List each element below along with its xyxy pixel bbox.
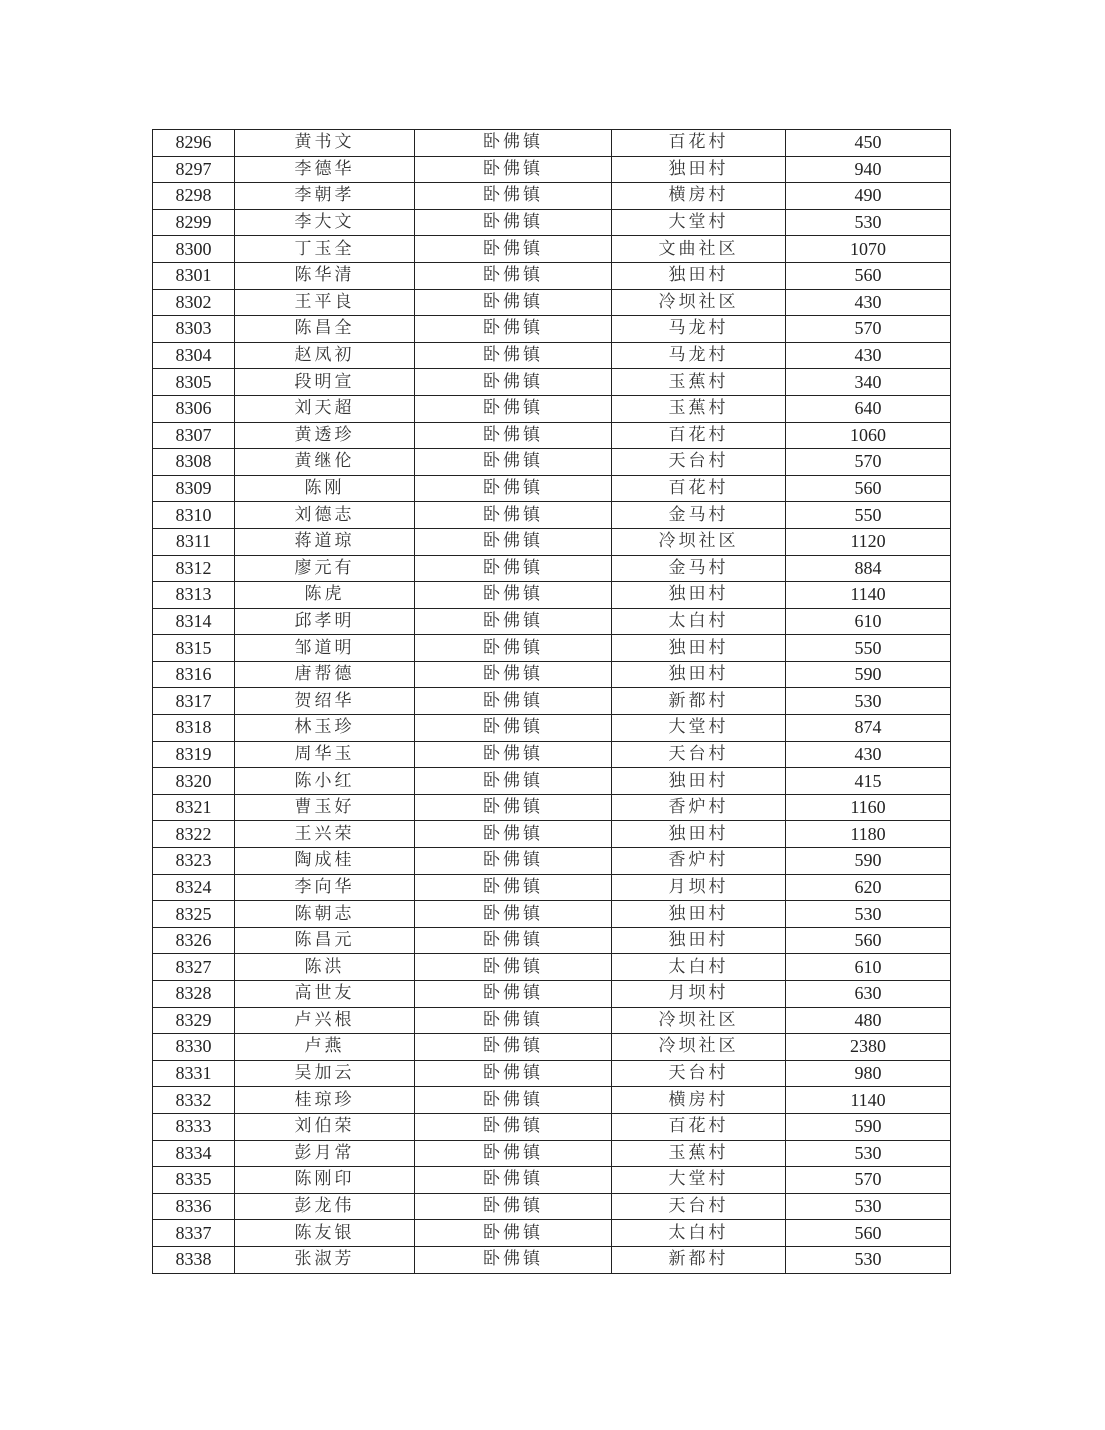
- cell-name: 廖元有: [235, 555, 415, 582]
- table-row: [153, 608, 951, 635]
- cell-amount: 610: [786, 608, 951, 635]
- cell-amount: 490: [786, 183, 951, 210]
- cell-amount: 1120: [786, 528, 951, 555]
- cell-town: 卧佛镇: [415, 821, 612, 848]
- cell-amount: 560: [786, 475, 951, 502]
- table-row: [153, 475, 951, 502]
- cell-amount: 415: [786, 768, 951, 795]
- cell-village: 横房村: [612, 183, 786, 210]
- cell-village: 大堂村: [612, 209, 786, 236]
- cell-amount: 590: [786, 1113, 951, 1140]
- table-row: [153, 688, 951, 715]
- cell-id: 8304: [153, 342, 235, 369]
- cell-name: 王兴荣: [235, 821, 415, 848]
- cell-amount: 570: [786, 1167, 951, 1194]
- cell-name: 邹道明: [235, 635, 415, 662]
- cell-town: 卧佛镇: [415, 289, 612, 316]
- table-row: [153, 395, 951, 422]
- cell-id: 8316: [153, 661, 235, 688]
- cell-amount: 1070: [786, 236, 951, 263]
- cell-id: 8317: [153, 688, 235, 715]
- table-row: [153, 768, 951, 795]
- cell-town: 卧佛镇: [415, 395, 612, 422]
- cell-town: 卧佛镇: [415, 1140, 612, 1167]
- table-row: [153, 794, 951, 821]
- cell-town: 卧佛镇: [415, 130, 612, 157]
- cell-name: 刘伯荣: [235, 1113, 415, 1140]
- cell-town: 卧佛镇: [415, 1193, 612, 1220]
- cell-id: 8329: [153, 1007, 235, 1034]
- table-row: [153, 981, 951, 1008]
- cell-town: 卧佛镇: [415, 1246, 612, 1273]
- cell-village: 独田村: [612, 927, 786, 954]
- table-row: [153, 183, 951, 210]
- cell-name: 贺绍华: [235, 688, 415, 715]
- cell-village: 文曲社区: [612, 236, 786, 263]
- table-row: [153, 555, 951, 582]
- cell-village: 横房村: [612, 1087, 786, 1114]
- table-row: [153, 262, 951, 289]
- cell-id: 8337: [153, 1220, 235, 1247]
- cell-village: 天台村: [612, 1060, 786, 1087]
- cell-town: 卧佛镇: [415, 741, 612, 768]
- cell-name: 赵凤初: [235, 342, 415, 369]
- cell-name: 高世友: [235, 981, 415, 1008]
- cell-town: 卧佛镇: [415, 874, 612, 901]
- cell-amount: 610: [786, 954, 951, 981]
- cell-town: 卧佛镇: [415, 1220, 612, 1247]
- cell-id: 8300: [153, 236, 235, 263]
- cell-town: 卧佛镇: [415, 768, 612, 795]
- cell-id: 8309: [153, 475, 235, 502]
- cell-village: 冷坝社区: [612, 1007, 786, 1034]
- cell-id: 8322: [153, 821, 235, 848]
- cell-name: 李德华: [235, 156, 415, 183]
- table-row: [153, 1087, 951, 1114]
- cell-amount: 450: [786, 130, 951, 157]
- cell-town: 卧佛镇: [415, 1113, 612, 1140]
- cell-village: 独田村: [612, 582, 786, 609]
- cell-village: 玉蕉村: [612, 369, 786, 396]
- cell-village: 独田村: [612, 156, 786, 183]
- cell-amount: 560: [786, 262, 951, 289]
- cell-town: 卧佛镇: [415, 688, 612, 715]
- cell-name: 陈昌元: [235, 927, 415, 954]
- table-row: [153, 1140, 951, 1167]
- cell-name: 王平良: [235, 289, 415, 316]
- cell-village: 独田村: [612, 661, 786, 688]
- table-row: [153, 927, 951, 954]
- cell-village: 月坝村: [612, 874, 786, 901]
- cell-amount: 480: [786, 1007, 951, 1034]
- cell-name: 陈友银: [235, 1220, 415, 1247]
- cell-id: 8326: [153, 927, 235, 954]
- cell-name: 陈小红: [235, 768, 415, 795]
- table-row: [153, 342, 951, 369]
- cell-id: 8296: [153, 130, 235, 157]
- cell-amount: 560: [786, 1220, 951, 1247]
- cell-village: 百花村: [612, 130, 786, 157]
- cell-amount: 430: [786, 342, 951, 369]
- cell-town: 卧佛镇: [415, 449, 612, 476]
- cell-town: 卧佛镇: [415, 661, 612, 688]
- cell-town: 卧佛镇: [415, 848, 612, 875]
- cell-town: 卧佛镇: [415, 954, 612, 981]
- table-row: [153, 582, 951, 609]
- cell-village: 冷坝社区: [612, 1034, 786, 1061]
- table-row: [153, 741, 951, 768]
- cell-id: 8314: [153, 608, 235, 635]
- cell-id: 8313: [153, 582, 235, 609]
- table-row: [153, 1220, 951, 1247]
- cell-amount: 530: [786, 1246, 951, 1273]
- cell-name: 黄透珍: [235, 422, 415, 449]
- cell-amount: 430: [786, 741, 951, 768]
- cell-town: 卧佛镇: [415, 183, 612, 210]
- table-row: [153, 449, 951, 476]
- table-row: [153, 1167, 951, 1194]
- cell-amount: 874: [786, 715, 951, 742]
- cell-town: 卧佛镇: [415, 262, 612, 289]
- cell-id: 8302: [153, 289, 235, 316]
- cell-village: 新都村: [612, 688, 786, 715]
- cell-amount: 1140: [786, 1087, 951, 1114]
- cell-id: 8311: [153, 528, 235, 555]
- cell-amount: 590: [786, 848, 951, 875]
- cell-amount: 530: [786, 1193, 951, 1220]
- table-row: [153, 1060, 951, 1087]
- cell-name: 张淑芳: [235, 1246, 415, 1273]
- cell-town: 卧佛镇: [415, 927, 612, 954]
- cell-town: 卧佛镇: [415, 582, 612, 609]
- cell-id: 8325: [153, 901, 235, 928]
- cell-name: 黄继伦: [235, 449, 415, 476]
- table-row: [153, 289, 951, 316]
- cell-id: 8338: [153, 1246, 235, 1273]
- cell-amount: 570: [786, 316, 951, 343]
- cell-town: 卧佛镇: [415, 422, 612, 449]
- cell-name: 周华玉: [235, 741, 415, 768]
- cell-name: 陶成桂: [235, 848, 415, 875]
- cell-amount: 1060: [786, 422, 951, 449]
- cell-amount: 1180: [786, 821, 951, 848]
- cell-amount: 570: [786, 449, 951, 476]
- cell-name: 卢燕: [235, 1034, 415, 1061]
- cell-id: 8330: [153, 1034, 235, 1061]
- cell-name: 陈刚印: [235, 1167, 415, 1194]
- cell-town: 卧佛镇: [415, 1087, 612, 1114]
- cell-village: 独田村: [612, 821, 786, 848]
- cell-name: 陈华清: [235, 262, 415, 289]
- cell-village: 冷坝社区: [612, 528, 786, 555]
- cell-village: 独田村: [612, 262, 786, 289]
- cell-name: 吴加云: [235, 1060, 415, 1087]
- cell-town: 卧佛镇: [415, 342, 612, 369]
- cell-name: 陈朝志: [235, 901, 415, 928]
- cell-village: 冷坝社区: [612, 289, 786, 316]
- cell-town: 卧佛镇: [415, 316, 612, 343]
- cell-town: 卧佛镇: [415, 236, 612, 263]
- cell-town: 卧佛镇: [415, 528, 612, 555]
- cell-town: 卧佛镇: [415, 1034, 612, 1061]
- cell-id: 8332: [153, 1087, 235, 1114]
- cell-village: 独田村: [612, 635, 786, 662]
- cell-id: 8298: [153, 183, 235, 210]
- cell-id: 8307: [153, 422, 235, 449]
- cell-town: 卧佛镇: [415, 1060, 612, 1087]
- cell-name: 李向华: [235, 874, 415, 901]
- cell-town: 卧佛镇: [415, 369, 612, 396]
- table-row: [153, 209, 951, 236]
- table-row: [153, 130, 951, 157]
- cell-id: 8336: [153, 1193, 235, 1220]
- cell-village: 金马村: [612, 502, 786, 529]
- cell-town: 卧佛镇: [415, 209, 612, 236]
- cell-village: 香炉村: [612, 794, 786, 821]
- cell-amount: 1160: [786, 794, 951, 821]
- cell-town: 卧佛镇: [415, 1007, 612, 1034]
- cell-amount: 1140: [786, 582, 951, 609]
- cell-amount: 2380: [786, 1034, 951, 1061]
- table-row: [153, 874, 951, 901]
- table-row: [153, 316, 951, 343]
- table-row: [153, 1113, 951, 1140]
- cell-name: 李大文: [235, 209, 415, 236]
- cell-amount: 340: [786, 369, 951, 396]
- cell-id: 8303: [153, 316, 235, 343]
- cell-amount: 640: [786, 395, 951, 422]
- cell-village: 天台村: [612, 741, 786, 768]
- cell-village: 玉蕉村: [612, 1140, 786, 1167]
- cell-village: 独田村: [612, 768, 786, 795]
- cell-name: 卢兴根: [235, 1007, 415, 1034]
- cell-name: 陈洪: [235, 954, 415, 981]
- cell-village: 新都村: [612, 1246, 786, 1273]
- cell-amount: 940: [786, 156, 951, 183]
- table-row: [153, 236, 951, 263]
- cell-amount: 530: [786, 209, 951, 236]
- cell-id: 8299: [153, 209, 235, 236]
- table-row: [153, 635, 951, 662]
- cell-amount: 550: [786, 635, 951, 662]
- cell-name: 陈虎: [235, 582, 415, 609]
- cell-id: 8306: [153, 395, 235, 422]
- cell-id: 8305: [153, 369, 235, 396]
- cell-town: 卧佛镇: [415, 635, 612, 662]
- cell-amount: 620: [786, 874, 951, 901]
- cell-name: 段明宣: [235, 369, 415, 396]
- table-row: [153, 848, 951, 875]
- table-row: [153, 1246, 951, 1273]
- cell-name: 曹玉好: [235, 794, 415, 821]
- cell-town: 卧佛镇: [415, 156, 612, 183]
- cell-name: 李朝孝: [235, 183, 415, 210]
- cell-village: 天台村: [612, 449, 786, 476]
- cell-amount: 530: [786, 1140, 951, 1167]
- cell-id: 8319: [153, 741, 235, 768]
- cell-village: 独田村: [612, 901, 786, 928]
- cell-village: 太白村: [612, 608, 786, 635]
- cell-id: 8328: [153, 981, 235, 1008]
- table-row: [153, 502, 951, 529]
- cell-village: 百花村: [612, 422, 786, 449]
- table-body: [153, 130, 951, 1274]
- cell-id: 8297: [153, 156, 235, 183]
- data-table: [152, 129, 951, 1274]
- cell-id: 8310: [153, 502, 235, 529]
- cell-id: 8318: [153, 715, 235, 742]
- cell-id: 8331: [153, 1060, 235, 1087]
- cell-name: 邱孝明: [235, 608, 415, 635]
- cell-town: 卧佛镇: [415, 901, 612, 928]
- cell-village: 月坝村: [612, 981, 786, 1008]
- cell-id: 8312: [153, 555, 235, 582]
- table-row: [153, 954, 951, 981]
- cell-name: 刘德志: [235, 502, 415, 529]
- cell-id: 8335: [153, 1167, 235, 1194]
- cell-town: 卧佛镇: [415, 1167, 612, 1194]
- cell-name: 丁玉全: [235, 236, 415, 263]
- table-row: [153, 369, 951, 396]
- table-row: [153, 422, 951, 449]
- table-row: [153, 1193, 951, 1220]
- cell-id: 8334: [153, 1140, 235, 1167]
- table-row: [153, 528, 951, 555]
- cell-name: 桂琼珍: [235, 1087, 415, 1114]
- cell-amount: 630: [786, 981, 951, 1008]
- cell-town: 卧佛镇: [415, 475, 612, 502]
- cell-name: 陈昌全: [235, 316, 415, 343]
- cell-village: 马龙村: [612, 342, 786, 369]
- cell-name: 彭龙伟: [235, 1193, 415, 1220]
- cell-name: 蒋道琼: [235, 528, 415, 555]
- table-row: [153, 1034, 951, 1061]
- cell-village: 马龙村: [612, 316, 786, 343]
- table-row: [153, 1007, 951, 1034]
- cell-village: 百花村: [612, 1113, 786, 1140]
- table-row: [153, 661, 951, 688]
- cell-village: 天台村: [612, 1193, 786, 1220]
- table-row: [153, 156, 951, 183]
- cell-amount: 550: [786, 502, 951, 529]
- cell-village: 太白村: [612, 954, 786, 981]
- cell-name: 彭月常: [235, 1140, 415, 1167]
- table-row: [153, 821, 951, 848]
- cell-id: 8323: [153, 848, 235, 875]
- table-row: [153, 901, 951, 928]
- cell-name: 黄书文: [235, 130, 415, 157]
- cell-village: 太白村: [612, 1220, 786, 1247]
- cell-name: 刘天超: [235, 395, 415, 422]
- cell-town: 卧佛镇: [415, 502, 612, 529]
- cell-town: 卧佛镇: [415, 555, 612, 582]
- cell-name: 林玉珍: [235, 715, 415, 742]
- cell-town: 卧佛镇: [415, 794, 612, 821]
- cell-id: 8324: [153, 874, 235, 901]
- cell-id: 8308: [153, 449, 235, 476]
- cell-village: 大堂村: [612, 715, 786, 742]
- cell-amount: 530: [786, 901, 951, 928]
- cell-amount: 560: [786, 927, 951, 954]
- cell-amount: 430: [786, 289, 951, 316]
- cell-id: 8315: [153, 635, 235, 662]
- cell-town: 卧佛镇: [415, 715, 612, 742]
- table-row: [153, 715, 951, 742]
- cell-village: 百花村: [612, 475, 786, 502]
- cell-id: 8320: [153, 768, 235, 795]
- cell-village: 大堂村: [612, 1167, 786, 1194]
- cell-town: 卧佛镇: [415, 981, 612, 1008]
- cell-amount: 590: [786, 661, 951, 688]
- cell-id: 8321: [153, 794, 235, 821]
- cell-amount: 980: [786, 1060, 951, 1087]
- cell-id: 8333: [153, 1113, 235, 1140]
- cell-village: 香炉村: [612, 848, 786, 875]
- cell-amount: 530: [786, 688, 951, 715]
- cell-village: 金马村: [612, 555, 786, 582]
- cell-amount: 884: [786, 555, 951, 582]
- cell-name: 陈刚: [235, 475, 415, 502]
- cell-id: 8301: [153, 262, 235, 289]
- cell-village: 玉蕉村: [612, 395, 786, 422]
- cell-town: 卧佛镇: [415, 608, 612, 635]
- cell-name: 唐帮德: [235, 661, 415, 688]
- cell-id: 8327: [153, 954, 235, 981]
